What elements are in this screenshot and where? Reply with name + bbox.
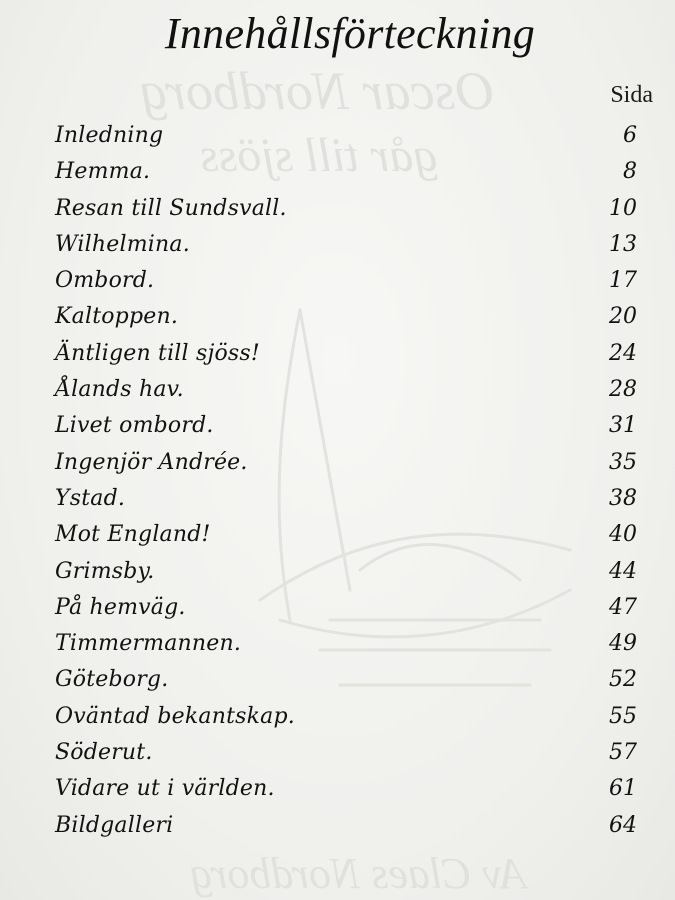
chapter-page-number: 40 xyxy=(609,522,637,548)
toc-entry[interactable] xyxy=(55,445,637,481)
toc-entry[interactable] xyxy=(55,372,637,408)
chapter-title: Bildgalleri xyxy=(55,812,174,838)
chapter-title: Resan till Sundsvall. xyxy=(55,195,287,221)
chapter-title: Grimsby. xyxy=(55,558,155,584)
toc-entry[interactable] xyxy=(55,808,637,844)
chapter-page-number: 31 xyxy=(609,413,637,439)
chapter-title: Oväntad bekantskap. xyxy=(55,703,295,729)
chapter-page-number: 17 xyxy=(609,268,637,294)
toc-entry[interactable] xyxy=(55,626,637,662)
chapter-page-number: 61 xyxy=(609,776,637,802)
chapter-title: Ystad. xyxy=(55,485,126,511)
show-through-text: Oscar Nordborg xyxy=(140,61,495,121)
chapter-title: Inledning xyxy=(55,123,164,148)
page-number-column-header: Sida xyxy=(610,82,653,108)
page-title: Innehållsförteckning xyxy=(164,9,536,58)
chapter-page-number: 49 xyxy=(609,631,637,657)
chapter-title: Mot England! xyxy=(55,522,211,548)
show-through-text: Av Claes Nordborg xyxy=(190,849,527,898)
chapter-title: Timmermannen. xyxy=(55,631,242,657)
toc-entry[interactable] xyxy=(55,554,637,590)
chapter-page-number: 35 xyxy=(609,449,637,475)
chapter-page-number: 38 xyxy=(609,485,637,511)
toc-entry[interactable] xyxy=(55,481,637,517)
chapter-page-number: 64 xyxy=(609,812,637,838)
chapter-title: Söderut. xyxy=(55,740,153,766)
toc-entry[interactable] xyxy=(55,299,637,335)
toc-entry[interactable] xyxy=(55,118,637,154)
chapter-title: Kaltoppen. xyxy=(55,304,179,330)
chapter-page-number: 10 xyxy=(609,195,637,221)
toc-entry[interactable] xyxy=(55,408,637,444)
chapter-title: Vidare ut i världen. xyxy=(55,776,275,802)
toc-entry[interactable] xyxy=(55,590,637,626)
chapter-page-number: 20 xyxy=(609,304,637,330)
chapter-page-number: 52 xyxy=(609,667,637,693)
toc-entry[interactable] xyxy=(55,699,637,735)
chapter-title: Ålands hav. xyxy=(55,377,184,403)
chapter-page-number: 24 xyxy=(609,340,637,366)
toc-entry[interactable] xyxy=(55,191,637,227)
chapter-title: Göteborg. xyxy=(55,667,169,693)
chapter-page-number: 44 xyxy=(609,558,637,584)
chapter-page-number: 57 xyxy=(609,740,637,766)
toc-entry[interactable] xyxy=(55,263,637,299)
chapter-title: På hemväg. xyxy=(55,594,186,620)
toc-entry[interactable] xyxy=(55,662,637,698)
chapter-page-number: 47 xyxy=(609,594,637,620)
toc-entry[interactable] xyxy=(55,336,637,372)
chapter-page-number: 55 xyxy=(609,703,637,729)
chapter-title: Wilhelmina. xyxy=(55,231,190,257)
chapter-title: Ingenjör Andrée. xyxy=(55,449,248,475)
toc-entry[interactable] xyxy=(55,735,637,771)
chapter-title: Livet ombord. xyxy=(55,413,214,439)
chapter-page-number: 8 xyxy=(623,159,637,185)
toc-entry[interactable] xyxy=(55,517,637,553)
toc-entry[interactable] xyxy=(55,771,637,807)
chapter-title: Ombord. xyxy=(55,268,155,294)
table-of-contents-list xyxy=(55,118,637,844)
chapter-page-number: 28 xyxy=(609,377,637,403)
toc-entry[interactable] xyxy=(55,227,637,263)
chapter-page-number: 6 xyxy=(623,123,637,148)
show-through-text: går till sjöss xyxy=(200,129,438,182)
chapter-title: Äntligen till sjöss! xyxy=(55,340,260,366)
chapter-title: Hemma. xyxy=(55,159,151,185)
toc-entry[interactable] xyxy=(55,154,637,190)
chapter-page-number: 13 xyxy=(609,231,637,257)
